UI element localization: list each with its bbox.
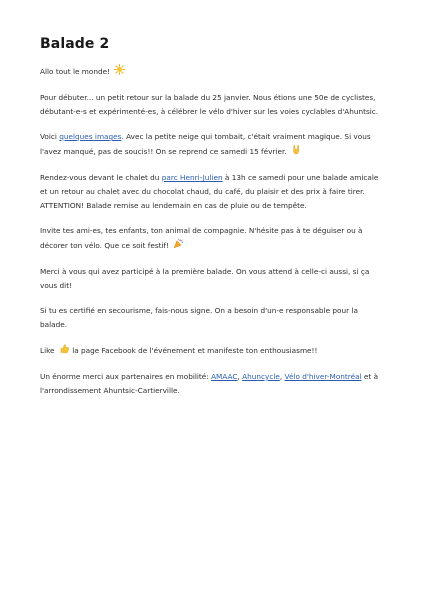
greeting-paragraph bbox=[40, 64, 382, 80]
greeting-text: Allo tout le monde! bbox=[40, 67, 111, 76]
partners-separator: , bbox=[237, 372, 243, 381]
page-title: Balade 2 bbox=[40, 36, 110, 52]
meeting-paragraph bbox=[40, 171, 382, 213]
amaac-link[interactable]: AMAAC bbox=[211, 372, 238, 381]
partners-separator: , bbox=[279, 372, 285, 381]
partners-text-start: Un énorme merci aux partenaires en mobilité: bbox=[40, 372, 212, 381]
sun-icon bbox=[114, 64, 125, 80]
like-text-start: Like bbox=[40, 346, 57, 355]
photos-text-start: Voici bbox=[40, 132, 60, 141]
recap-paragraph: Pour débuter... un petit retour sur la balade du 25 janvier. Nous étions une 50e de cyclistes, débutant-e-s et expérimenté-es, à célébrer le vélo d'hiver sur les voies cyclables d'Ahuntsic. bbox=[40, 93, 379, 116]
meeting-text-end: à 13h ce samedi pour une balade amicale et un retour au chalet avec du chocolat chaud, du café, du plaisir et des prix à faire tirer. ATTENTION! Balade remise au lendemain en cas de pluie ou de tempête. bbox=[40, 173, 379, 210]
ahuncycle-link[interactable]: Ahuncycle bbox=[242, 372, 280, 381]
partners-paragraph bbox=[40, 370, 382, 398]
invite-paragraph bbox=[40, 224, 382, 254]
first-aid-paragraph: Si tu es certifié en secourisme, fais-nous signe. On a besoin d'un-e responsable pour la balade. bbox=[40, 306, 358, 329]
photos-paragraph bbox=[40, 130, 382, 160]
photos-text-end: . Avec la petite neige qui tombait, c'était vraiment magique. Si vous l'avez manqué, pas de soucis!! On se reprend ce samedi 15 février. bbox=[40, 132, 371, 156]
like-text-end: la page Facebook de l'événement et manifeste ton enthousiasme!! bbox=[69, 346, 318, 355]
thumbs-up-icon bbox=[59, 343, 70, 359]
party-icon bbox=[173, 238, 184, 254]
meeting-text-start: Rendez-vous devant le chalet du bbox=[40, 173, 162, 182]
velo-hiver-montreal-link[interactable]: Vélo d'hiver-Montréal bbox=[284, 372, 362, 381]
invite-text: Invite tes ami-es, tes enfants, ton animal de compagnie. N'hésite pas à te déguiser ou à décorer ton vélo. Que ce soit festif! bbox=[40, 226, 363, 250]
like-paragraph bbox=[40, 343, 382, 359]
park-link[interactable]: parc Henri-Julien bbox=[161, 173, 223, 182]
rock-hand-icon bbox=[291, 144, 302, 160]
partners-text-end: et à l'arrondissement Ahuntsic-Cartierville. bbox=[40, 372, 379, 395]
photos-link[interactable]: quelques images bbox=[59, 132, 122, 141]
thanks-paragraph: Merci à vous qui avez participé à la première balade. On vous attend à celle-ci aussi, si ça vous dit! bbox=[40, 267, 370, 290]
